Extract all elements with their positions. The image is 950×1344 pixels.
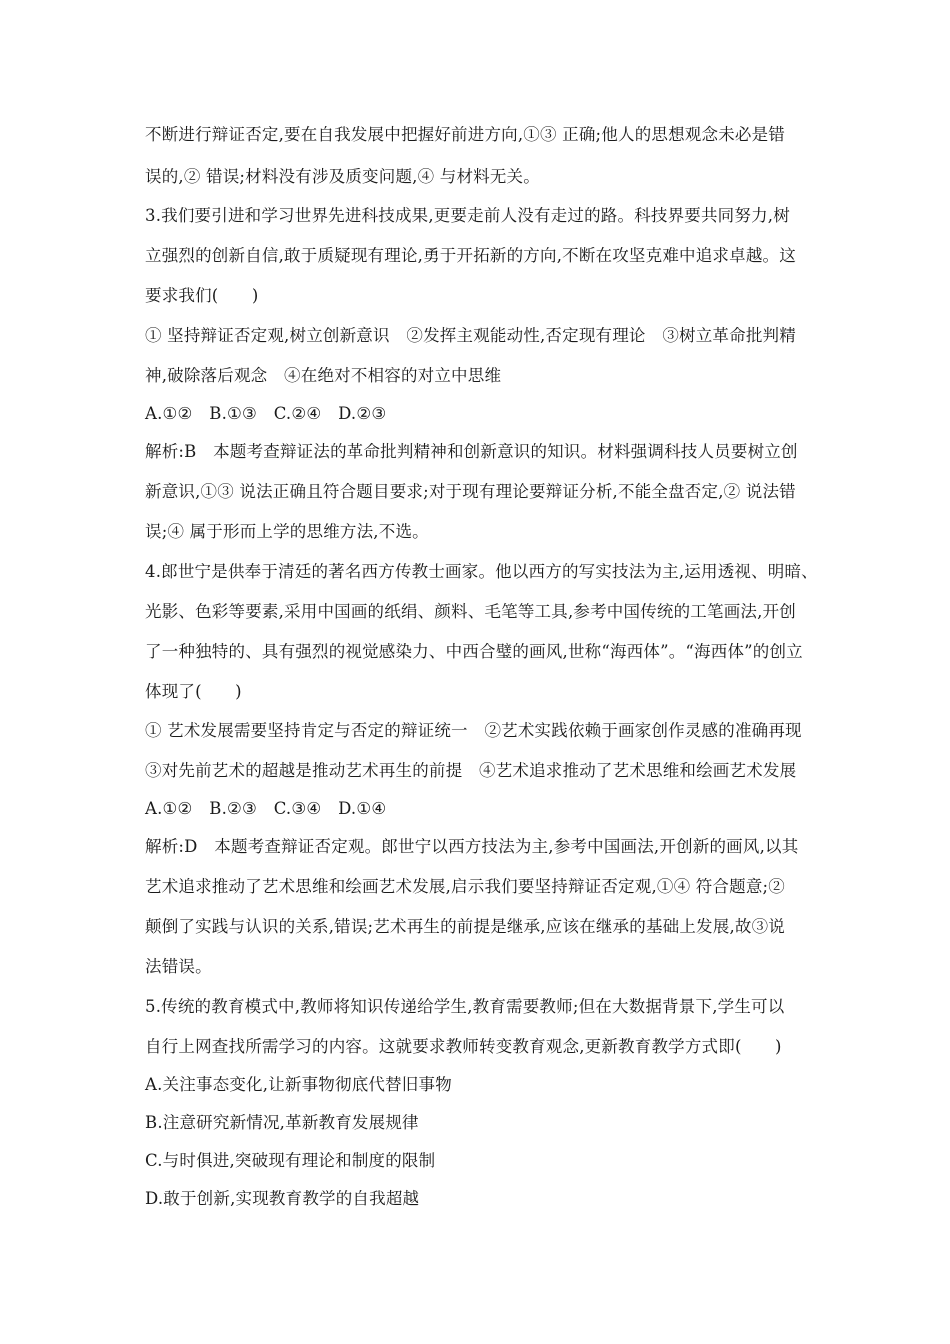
question-5-option-a: A.关注事态变化,让新事物彻底代替旧事物: [145, 1075, 452, 1094]
question-5-option-c: C.与时俱进,突破现有理论和制度的限制: [145, 1151, 436, 1170]
text-line: 自行上网查找所需学习的内容。这就要求教师转变教育观念,更新教育教学方式即( ): [145, 1037, 782, 1056]
text-line: 颠倒了实践与认识的关系,错误;艺术再生的前提是继承,应该在继承的基础上发展,故③说: [145, 917, 785, 936]
text-line: 了一种独特的、具有强烈的视觉感染力、中西合璧的画风,世称“海西体”。“海西体”的创立: [145, 642, 803, 661]
question-3-analysis: 解析:B 本题考查辩证法的革命批判精神和创新意识的知识。材料强调科技人员要树立创: [145, 442, 798, 461]
text-line: 误的,② 错误;材料没有涉及质变问题,④ 与材料无关。: [145, 167, 540, 186]
text-line: 新意识,①③ 说法正确且符合题目要求;对于现有理论要辩证分析,不能全盘否定,② 说法错: [145, 482, 796, 501]
text-line: 误;④ 属于形而上学的思维方法,不选。: [145, 522, 429, 541]
question-3-options: A.①② B.①③ C.②④ D.②③: [145, 404, 387, 423]
question-4-stem: 4.郎世宁是供奉于清廷的著名西方传教士画家。他以西方的写实技法为主,运用透视、明暗、: [145, 562, 818, 581]
text-line: 神,破除落后观念 ④在绝对不相容的对立中思维: [145, 366, 502, 385]
question-5-stem: 5.传统的教育模式中,教师将知识传递给学生,教育需要教师;但在大数据背景下,学生可以: [145, 997, 785, 1016]
question-3-statements: ① 坚持辩证否定观,树立创新意识 ②发挥主观能动性,否定现有理论 ③树立革命批判精: [145, 326, 796, 345]
text-line: 法错误。: [145, 957, 212, 976]
text-line: 要求我们( ): [145, 286, 259, 305]
question-5-option-d: D.敢于创新,实现教育教学的自我超越: [145, 1189, 420, 1208]
question-4-options: A.①② B.②③ C.③④ D.①④: [145, 799, 387, 818]
question-5-option-b: B.注意研究新情况,革新教育发展规律: [145, 1113, 419, 1132]
text-line: ③对先前艺术的超越是推动艺术再生的前提 ④艺术追求推动了艺术思维和绘画艺术发展: [145, 761, 797, 780]
text-line: 不断进行辩证否定,要在自我发展中把握好前进方向,①③ 正确;他人的思想观念未必是错: [145, 125, 785, 144]
question-3-stem: 3.我们要引进和学习世界先进科技成果,更要走前人没有走过的路。科技界要共同努力,树: [145, 206, 790, 225]
question-4-statements: ① 艺术发展需要坚持肯定与否定的辩证统一 ②艺术实践依赖于画家创作灵感的准确再现: [145, 721, 802, 740]
question-4-analysis: 解析:D 本题考查辩证否定观。郎世宁以西方技法为主,参考中国画法,开创新的画风,以其: [145, 837, 799, 856]
text-line: 立强烈的创新自信,敢于质疑现有理论,勇于开拓新的方向,不断在攻坚克难中追求卓越。这: [145, 246, 796, 265]
text-line: 光影、色彩等要素,采用中国画的纸绢、颜料、毛笔等工具,参考中国传统的工笔画法,开创: [145, 602, 796, 621]
text-line: 艺术追求推动了艺术思维和绘画艺术发展,启示我们要坚持辩证否定观,①④ 符合题意;②: [145, 877, 785, 896]
text-line: 体现了( ): [145, 682, 242, 701]
